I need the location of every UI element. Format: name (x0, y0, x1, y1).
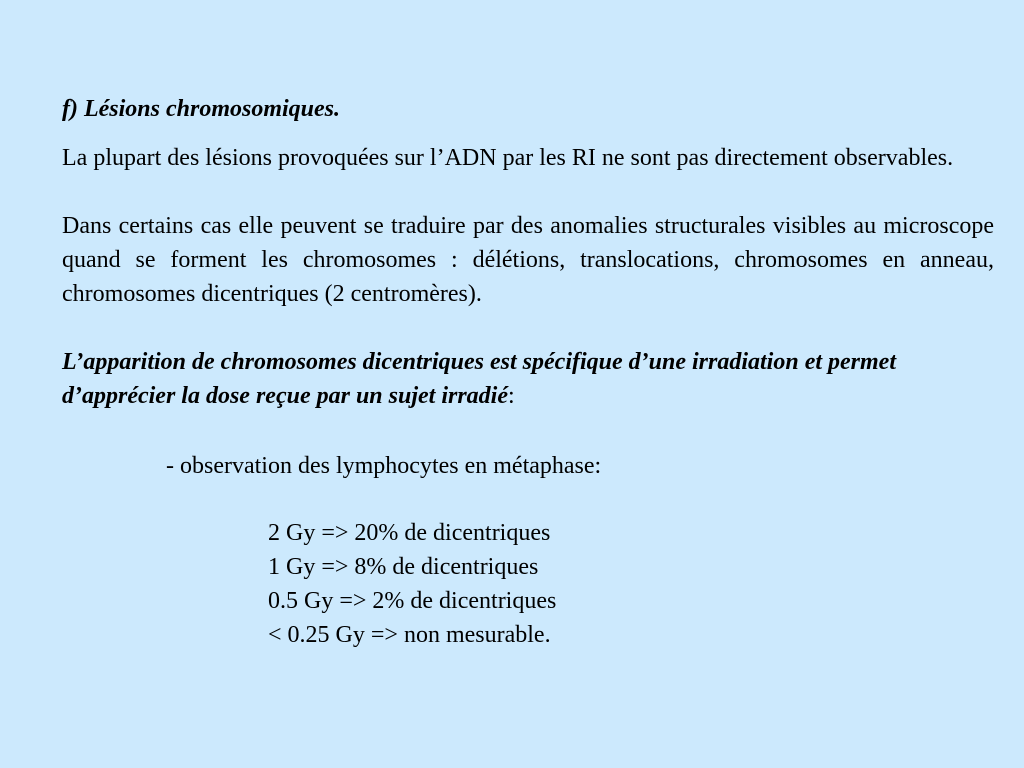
dose-list (268, 516, 556, 652)
dose-item: 0.5 Gy => 2% de dicentriques (268, 588, 557, 614)
observation-line: - observation des lymphocytes en métaphase: (166, 453, 602, 479)
dose-item: < 0.25 Gy => non mesurable. (268, 622, 551, 648)
emphasis-text: L’apparition de chromosomes dicentriques est spécifique d’une irradiation et permet d’apprécier la dose reçue par un sujet irradié (62, 349, 896, 409)
dose-item: 1 Gy => 8% de dicentriques (268, 554, 539, 580)
slide-heading: f) Lésions chromosomiques. (62, 96, 341, 122)
paragraph-anomalies-structurales: Dans certains cas elle peuvent se traduire par des anomalies structurales visibles au microscope quand se forment les chromosomes : délétions, translocations, chromosomes en anneau, chromosomes dicentriques (2 centromères). (62, 213, 994, 307)
emphasis-colon: : (507, 383, 515, 409)
paragraph-lesions-adn: La plupart des lésions provoquées sur l’ADN par les RI ne sont pas directement observables. (62, 145, 954, 171)
emphasis-dicentriques (62, 345, 994, 413)
dose-item: 2 Gy => 20% de dicentriques (268, 520, 551, 546)
